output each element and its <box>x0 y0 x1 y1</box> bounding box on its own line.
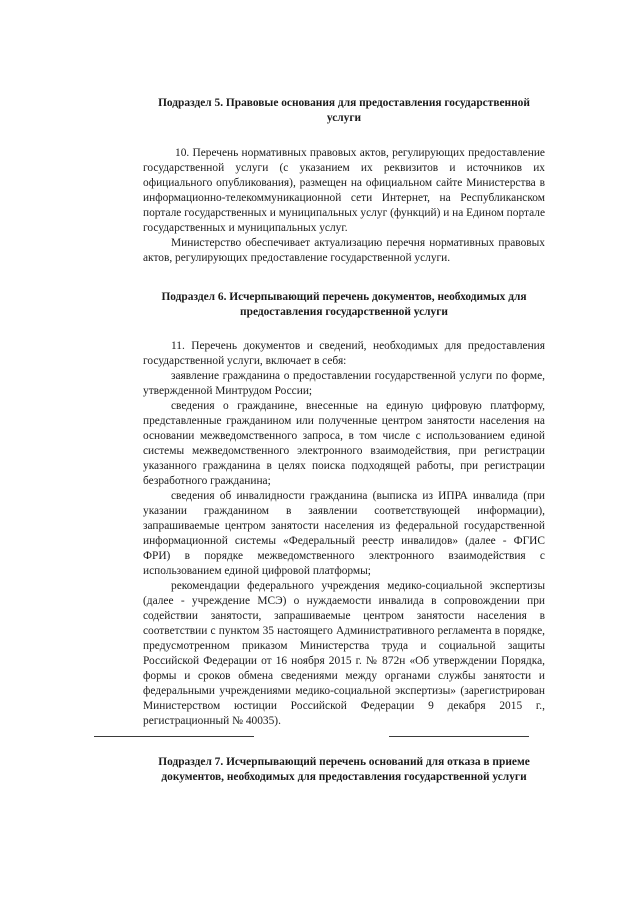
paragraph-citizen-info: сведения о гражданине, внесенные на единую цифровую платформу, представленные гражданином или полученные центром занятости населения на основании межведомственного запроса, в том числе с использованием единой системы межведомственного электронного взаимодействия, при регистрации указанного гражданина в целях поиска подходящей работы, при регистрации безработного гражданина; <box>143 400 545 487</box>
document-content <box>143 96 545 785</box>
paragraph-item-11: 11. Перечень документов и сведений, необходимых для предоставления государственной услуги, включает в себя: <box>143 340 545 367</box>
section-6-body <box>143 339 545 729</box>
footer-rules <box>0 736 640 740</box>
paragraph-mse-recommendations: рекомендации федерального учреждения медико-социальной экспертизы (далее - учреждение МСЭ) о нуждаемости инвалида в сопровождении при содействии занятости, запрашиваемые центром занятости населения в соответствии с пунктом 35 настоящего Административного регламента в порядке, предусмотренном приказом Министерства труда и социальной защиты Российской Федерации от 16 ноября 2015 г. № 872н «Об утверждении Порядка, формы и сроков обмена сведениями между органами службы занятости и федеральными учреждениями медико-социальной экспертизы» (зарегистрирован Министерством юстиции Российской Федерации 9 декабря 2015 г., регистрационный № 40035). <box>143 580 545 727</box>
paragraph-disability-info: сведения об инвалидности гражданина (выписка из ИПРА инвалида (при указании гражданином в заявлении соответствующей информации), запрашиваемые центром занятости населения из федеральной государственной информационной системы «Федеральный реестр инвалидов» (далее - ФГИС ФРИ) в порядке межведомственного электронного взаимодействия с использованием единой цифровой платформы; <box>143 490 545 577</box>
section-5-body <box>143 146 545 266</box>
footer-rule-right <box>389 736 529 737</box>
section-6-heading: Подраздел 6. Исчерпывающий перечень документов, необходимых для предоставления государственной услуги <box>161 291 527 318</box>
footer-rule-left <box>94 736 254 737</box>
paragraph-ministry-updates: Министерство обеспечивает актуализацию перечня нормативных правовых актов, регулирующих предоставление государственной услуги. <box>143 237 545 264</box>
paragraph-application: заявление гражданина о предоставлении государственной услуги по форме, утвержденной Минтрудом России; <box>143 370 545 397</box>
section-5-heading: Подраздел 5. Правовые основания для предоставления государственной услуги <box>158 97 530 124</box>
paragraph-item-10: 10. Перечень нормативных правовых актов, регулирующих предоставление государственной услуги (с указанием их реквизитов и источников их официального опубликования), размещен на официальном сайте Министерства в информационно-телекоммуникационной сети Интернет, на Республиканском портале государственных и муниципальных услуг (функций) и на Едином портале государственных и муниципальных услуг. <box>143 147 545 234</box>
section-7-heading: Подраздел 7. Исчерпывающий перечень оснований для отказа в приеме документов, необходимых для предоставления государственной услуги <box>158 756 530 783</box>
